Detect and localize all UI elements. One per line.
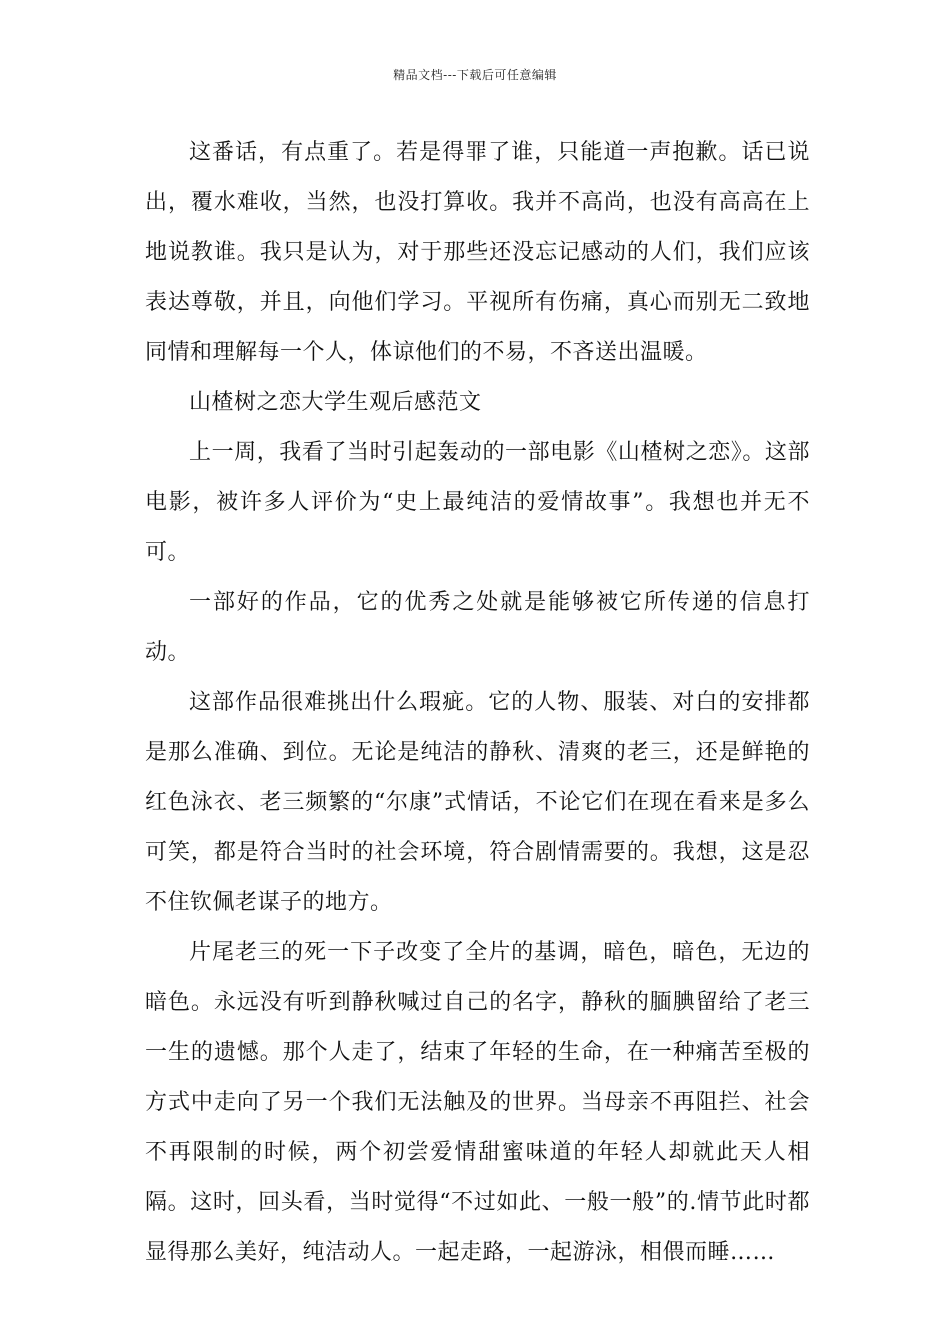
section-title: 山楂树之恋大学生观后感范文: [189, 390, 482, 415]
paragraph-intro: 上一周，我看了当时引起轰动的一部电影《山楂树之恋》。这部电影，被许多人评价为“史上最纯洁的爱情故事”。我想也并无不可。: [145, 440, 810, 565]
page-header: 精品文档---下载后可任意编辑: [393, 68, 557, 82]
paragraph-ending: 片尾老三的死一下子改变了全片的基调，暗色，暗色，无边的暗色。永远没有听到静秋喊过自己的名字，静秋的腼腆留给了老三一生的遗憾。那个人走了，结束了年轻的生命，在一种痛苦至极的方式中走向了另一个我们无法触及的世界。当母亲不再阻拦、社会不再限制的时候，两个初尝爱情甜蜜味道的年轻人却就此天人相隔。这时，回头看，当时觉得“不过如此、一般一般”的.情节此时都显得那么美好，纯洁动人。一起走路，一起游泳，相偎而睡……: [145, 940, 810, 1265]
paragraph-closing-remarks: 这番话，有点重了。若是得罪了谁，只能道一声抱歉。话已说出，覆水难收，当然，也没打算收。我并不高尚，也没有高高在上地说教谁。我只是认为，对于那些还没忘记感动的人们，我们应该表达尊敬，并且，向他们学习。平视所有伤痛，真心而别无二致地同情和理解每一个人，体谅他们的不易，不吝送出温暖。: [145, 140, 810, 365]
document-body: [145, 128, 810, 1278]
paragraph-good-work: 一部好的作品，它的优秀之处就是能够被它所传递的信息打动。: [145, 590, 810, 665]
paragraph-no-flaws: 这部作品很难挑出什么瑕疵。它的人物、服装、对白的安排都是那么准确、到位。无论是纯洁的静秋、清爽的老三，还是鲜艳的红色泳衣、老三频繁的“尔康”式情话，不论它们在现在看来是多么可笑，都是符合当时的社会环境，符合剧情需要的。我想，这是忍不住钦佩老谋子的地方。: [145, 690, 810, 915]
